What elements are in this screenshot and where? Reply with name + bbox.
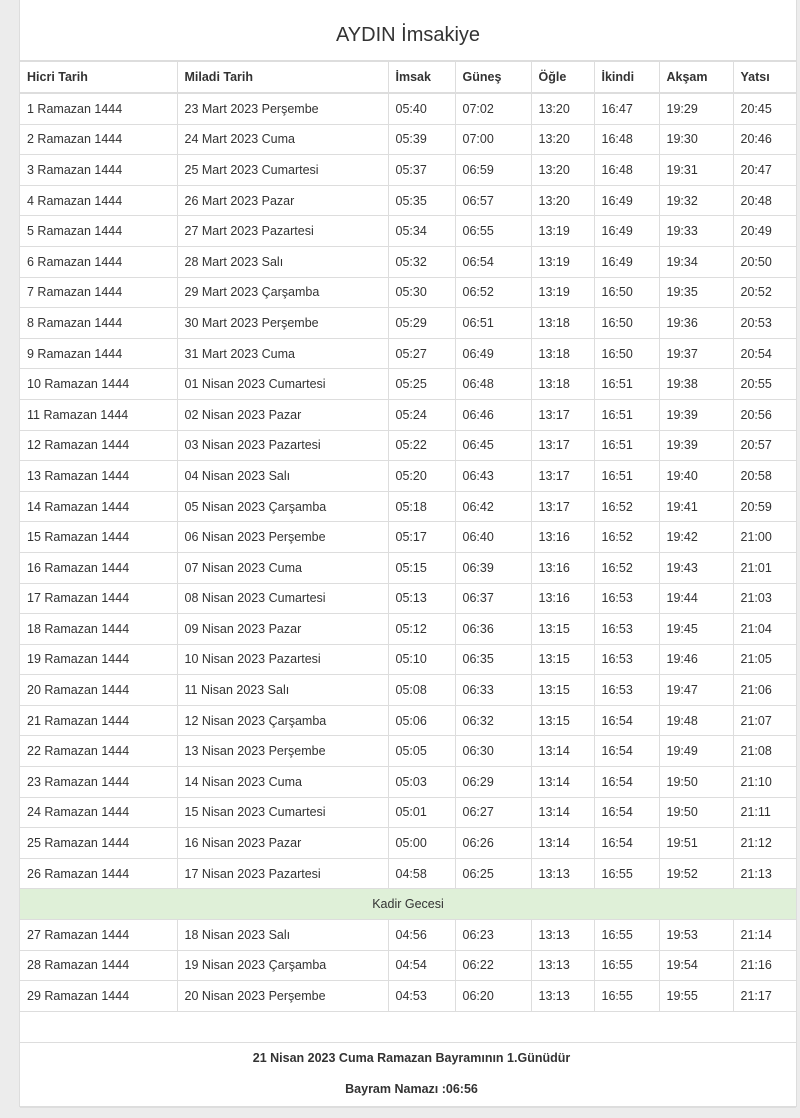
table-row	[20, 920, 796, 951]
gunes-cell: 06:57	[455, 185, 531, 216]
imsak-cell: 04:53	[388, 981, 455, 1012]
aksam-cell: 19:38	[659, 369, 733, 400]
ikindi-cell: 16:55	[594, 981, 659, 1012]
imsak-cell: 05:03	[388, 767, 455, 798]
gunes-cell: 06:20	[455, 981, 531, 1012]
table-row	[20, 277, 796, 308]
yatsi-cell: 21:11	[733, 797, 796, 828]
table-row	[20, 705, 796, 736]
miladi-date-cell: 23 Mart 2023 Perşembe	[177, 93, 388, 124]
ikindi-cell: 16:51	[594, 369, 659, 400]
hicri-date-cell: 12 Ramazan 1444	[20, 430, 177, 461]
hicri-date-cell: 19 Ramazan 1444	[20, 644, 177, 675]
miladi-date-cell: 05 Nisan 2023 Çarşamba	[177, 491, 388, 522]
yatsi-cell: 21:05	[733, 644, 796, 675]
ikindi-cell: 16:49	[594, 246, 659, 277]
imsakiye-panel	[19, 0, 797, 1107]
ogle-cell: 13:20	[531, 124, 594, 155]
gunes-cell: 07:00	[455, 124, 531, 155]
miladi-date-cell: 02 Nisan 2023 Pazar	[177, 399, 388, 430]
aksam-cell: 19:50	[659, 797, 733, 828]
ogle-cell: 13:15	[531, 644, 594, 675]
aksam-cell: 19:41	[659, 491, 733, 522]
yatsi-cell: 20:56	[733, 399, 796, 430]
aksam-cell: 19:40	[659, 461, 733, 492]
aksam-cell: 19:52	[659, 858, 733, 889]
page-title: AYDIN İmsakiye	[20, 0, 796, 61]
imsak-cell: 05:17	[388, 522, 455, 553]
gunes-cell: 06:37	[455, 583, 531, 614]
yatsi-cell: 20:53	[733, 308, 796, 339]
yatsi-cell: 20:55	[733, 369, 796, 400]
gunes-cell: 06:25	[455, 858, 531, 889]
gunes-cell: 06:23	[455, 920, 531, 951]
yatsi-cell: 21:08	[733, 736, 796, 767]
yatsi-cell: 21:07	[733, 705, 796, 736]
miladi-date-cell: 24 Mart 2023 Cuma	[177, 124, 388, 155]
ogle-cell: 13:19	[531, 216, 594, 247]
table-row	[20, 583, 796, 614]
table-row	[20, 644, 796, 675]
table-row	[20, 461, 796, 492]
yatsi-cell: 21:14	[733, 920, 796, 951]
table-row	[20, 124, 796, 155]
miladi-date-cell: 09 Nisan 2023 Pazar	[177, 614, 388, 645]
gunes-cell: 06:51	[455, 308, 531, 339]
table-header-row	[20, 62, 796, 94]
aksam-cell: 19:46	[659, 644, 733, 675]
gunes-cell: 06:54	[455, 246, 531, 277]
imsak-cell: 05:27	[388, 338, 455, 369]
yatsi-cell: 21:06	[733, 675, 796, 706]
gunes-cell: 06:42	[455, 491, 531, 522]
hicri-date-cell: 8 Ramazan 1444	[20, 308, 177, 339]
miladi-date-cell: 19 Nisan 2023 Çarşamba	[177, 950, 388, 981]
imsak-cell: 05:05	[388, 736, 455, 767]
imsak-cell: 05:06	[388, 705, 455, 736]
hicri-date-cell: 28 Ramazan 1444	[20, 950, 177, 981]
miladi-date-cell: 10 Nisan 2023 Pazartesi	[177, 644, 388, 675]
imsak-cell: 05:22	[388, 430, 455, 461]
bayram-namazi-time: Bayram Namazı :06:56	[345, 1081, 478, 1096]
table-body-before	[20, 93, 796, 889]
yatsi-cell: 20:58	[733, 461, 796, 492]
imsak-cell: 04:56	[388, 920, 455, 951]
yatsi-cell: 20:57	[733, 430, 796, 461]
miladi-date-cell: 15 Nisan 2023 Cumartesi	[177, 797, 388, 828]
hicri-date-cell: 15 Ramazan 1444	[20, 522, 177, 553]
miladi-date-cell: 06 Nisan 2023 Perşembe	[177, 522, 388, 553]
gunes-cell: 07:02	[455, 93, 531, 124]
ikindi-cell: 16:52	[594, 552, 659, 583]
ogle-cell: 13:15	[531, 614, 594, 645]
yatsi-cell: 20:45	[733, 93, 796, 124]
table-row	[20, 828, 796, 859]
hicri-date-cell: 7 Ramazan 1444	[20, 277, 177, 308]
gunes-cell: 06:48	[455, 369, 531, 400]
hicri-date-cell: 4 Ramazan 1444	[20, 185, 177, 216]
miladi-date-cell: 11 Nisan 2023 Salı	[177, 675, 388, 706]
imsak-cell: 05:08	[388, 675, 455, 706]
ogle-cell: 13:20	[531, 93, 594, 124]
ogle-cell: 13:20	[531, 185, 594, 216]
ogle-cell: 13:18	[531, 338, 594, 369]
ogle-cell: 13:18	[531, 369, 594, 400]
hicri-date-cell: 16 Ramazan 1444	[20, 552, 177, 583]
imsak-cell: 05:13	[388, 583, 455, 614]
miladi-date-cell: 18 Nisan 2023 Salı	[177, 920, 388, 951]
gunes-cell: 06:22	[455, 950, 531, 981]
table-body-after	[20, 920, 796, 1012]
ikindi-cell: 16:54	[594, 767, 659, 798]
ikindi-cell: 16:55	[594, 858, 659, 889]
column-header-gunes: Güneş	[455, 62, 531, 94]
ikindi-cell: 16:52	[594, 491, 659, 522]
hicri-date-cell: 13 Ramazan 1444	[20, 461, 177, 492]
imsak-cell: 05:15	[388, 552, 455, 583]
table-row	[20, 736, 796, 767]
gunes-cell: 06:27	[455, 797, 531, 828]
hicri-date-cell: 14 Ramazan 1444	[20, 491, 177, 522]
gunes-cell: 06:29	[455, 767, 531, 798]
gunes-cell: 06:59	[455, 155, 531, 186]
table-row	[20, 797, 796, 828]
yatsi-cell: 21:16	[733, 950, 796, 981]
ogle-cell: 13:19	[531, 277, 594, 308]
ogle-cell: 13:17	[531, 430, 594, 461]
imsak-cell: 05:30	[388, 277, 455, 308]
aksam-cell: 19:51	[659, 828, 733, 859]
aksam-cell: 19:30	[659, 124, 733, 155]
ogle-cell: 13:17	[531, 399, 594, 430]
column-header-ikindi: İkindi	[594, 62, 659, 94]
gunes-cell: 06:55	[455, 216, 531, 247]
miladi-date-cell: 12 Nisan 2023 Çarşamba	[177, 705, 388, 736]
footer-cell	[20, 1042, 796, 1107]
table-row	[20, 246, 796, 277]
imsak-cell: 05:10	[388, 644, 455, 675]
ogle-cell: 13:14	[531, 736, 594, 767]
aksam-cell: 19:55	[659, 981, 733, 1012]
table-row	[20, 155, 796, 186]
yatsi-cell: 21:03	[733, 583, 796, 614]
miladi-date-cell: 20 Nisan 2023 Perşembe	[177, 981, 388, 1012]
column-header-yatsi: Yatsı	[733, 62, 796, 94]
gunes-cell: 06:52	[455, 277, 531, 308]
aksam-cell: 19:29	[659, 93, 733, 124]
miladi-date-cell: 14 Nisan 2023 Cuma	[177, 767, 388, 798]
hicri-date-cell: 22 Ramazan 1444	[20, 736, 177, 767]
ikindi-cell: 16:53	[594, 614, 659, 645]
ogle-cell: 13:19	[531, 246, 594, 277]
ikindi-cell: 16:54	[594, 705, 659, 736]
table-row	[20, 858, 796, 889]
imsak-cell: 05:35	[388, 185, 455, 216]
yatsi-cell: 21:17	[733, 981, 796, 1012]
ikindi-cell: 16:54	[594, 736, 659, 767]
imsak-cell: 05:25	[388, 369, 455, 400]
yatsi-cell: 21:00	[733, 522, 796, 553]
yatsi-cell: 21:13	[733, 858, 796, 889]
aksam-cell: 19:47	[659, 675, 733, 706]
table-body-special	[20, 889, 796, 920]
footer-row	[20, 1042, 796, 1107]
ikindi-cell: 16:51	[594, 430, 659, 461]
hicri-date-cell: 23 Ramazan 1444	[20, 767, 177, 798]
table-row	[20, 522, 796, 553]
miladi-date-cell: 28 Mart 2023 Salı	[177, 246, 388, 277]
ogle-cell: 13:14	[531, 828, 594, 859]
ogle-cell: 13:18	[531, 308, 594, 339]
kadir-gecesi-row	[20, 889, 796, 920]
aksam-cell: 19:45	[659, 614, 733, 645]
ogle-cell: 13:14	[531, 767, 594, 798]
ogle-cell: 13:16	[531, 552, 594, 583]
column-header-hicri: Hicri Tarih	[20, 62, 177, 94]
gunes-cell: 06:46	[455, 399, 531, 430]
imsak-cell: 05:34	[388, 216, 455, 247]
ogle-cell: 13:17	[531, 491, 594, 522]
table-row	[20, 950, 796, 981]
ikindi-cell: 16:48	[594, 124, 659, 155]
hicri-date-cell: 18 Ramazan 1444	[20, 614, 177, 645]
table-row	[20, 338, 796, 369]
ikindi-cell: 16:51	[594, 399, 659, 430]
miladi-date-cell: 07 Nisan 2023 Cuma	[177, 552, 388, 583]
miladi-date-cell: 13 Nisan 2023 Perşembe	[177, 736, 388, 767]
aksam-cell: 19:54	[659, 950, 733, 981]
ikindi-cell: 16:48	[594, 155, 659, 186]
yatsi-cell: 20:52	[733, 277, 796, 308]
imsak-cell: 04:54	[388, 950, 455, 981]
hicri-date-cell: 6 Ramazan 1444	[20, 246, 177, 277]
hicri-date-cell: 29 Ramazan 1444	[20, 981, 177, 1012]
ikindi-cell: 16:51	[594, 461, 659, 492]
miladi-date-cell: 04 Nisan 2023 Salı	[177, 461, 388, 492]
gunes-cell: 06:36	[455, 614, 531, 645]
ikindi-cell: 16:49	[594, 216, 659, 247]
miladi-date-cell: 31 Mart 2023 Cuma	[177, 338, 388, 369]
bayram-notice: 21 Nisan 2023 Cuma Ramazan Bayramının 1.Günüdür	[252, 1050, 571, 1065]
aksam-cell: 19:39	[659, 399, 733, 430]
ogle-cell: 13:20	[531, 155, 594, 186]
aksam-cell: 19:36	[659, 308, 733, 339]
hicri-date-cell: 25 Ramazan 1444	[20, 828, 177, 859]
imsak-cell: 05:24	[388, 399, 455, 430]
imsak-cell: 05:01	[388, 797, 455, 828]
ogle-cell: 13:14	[531, 797, 594, 828]
ikindi-cell: 16:49	[594, 185, 659, 216]
ikindi-cell: 16:54	[594, 828, 659, 859]
table-row	[20, 430, 796, 461]
miladi-date-cell: 30 Mart 2023 Perşembe	[177, 308, 388, 339]
ikindi-cell: 16:50	[594, 277, 659, 308]
ogle-cell: 13:16	[531, 583, 594, 614]
imsak-cell: 04:58	[388, 858, 455, 889]
hicri-date-cell: 26 Ramazan 1444	[20, 858, 177, 889]
aksam-cell: 19:49	[659, 736, 733, 767]
table-row	[20, 185, 796, 216]
yatsi-cell: 21:04	[733, 614, 796, 645]
ogle-cell: 13:13	[531, 950, 594, 981]
miladi-date-cell: 03 Nisan 2023 Pazartesi	[177, 430, 388, 461]
miladi-date-cell: 26 Mart 2023 Pazar	[177, 185, 388, 216]
aksam-cell: 19:48	[659, 705, 733, 736]
aksam-cell: 19:42	[659, 522, 733, 553]
gunes-cell: 06:32	[455, 705, 531, 736]
yatsi-cell: 20:47	[733, 155, 796, 186]
aksam-cell: 19:35	[659, 277, 733, 308]
spacer-cell	[20, 1011, 796, 1042]
aksam-cell: 19:31	[659, 155, 733, 186]
ogle-cell: 13:13	[531, 858, 594, 889]
imsak-cell: 05:39	[388, 124, 455, 155]
imsak-cell: 05:12	[388, 614, 455, 645]
ikindi-cell: 16:55	[594, 950, 659, 981]
column-header-ogle: Öğle	[531, 62, 594, 94]
gunes-cell: 06:26	[455, 828, 531, 859]
hicri-date-cell: 5 Ramazan 1444	[20, 216, 177, 247]
aksam-cell: 19:43	[659, 552, 733, 583]
yatsi-cell: 20:59	[733, 491, 796, 522]
table-row	[20, 552, 796, 583]
ogle-cell: 13:13	[531, 981, 594, 1012]
table-row	[20, 767, 796, 798]
imsak-cell: 05:00	[388, 828, 455, 859]
hicri-date-cell: 11 Ramazan 1444	[20, 399, 177, 430]
table-row	[20, 369, 796, 400]
imsak-cell: 05:40	[388, 93, 455, 124]
kadir-gecesi-label: Kadir Gecesi	[20, 889, 796, 920]
ogle-cell: 13:16	[531, 522, 594, 553]
aksam-cell: 19:50	[659, 767, 733, 798]
miladi-date-cell: 27 Mart 2023 Pazartesi	[177, 216, 388, 247]
hicri-date-cell: 27 Ramazan 1444	[20, 920, 177, 951]
miladi-date-cell: 29 Mart 2023 Çarşamba	[177, 277, 388, 308]
yatsi-cell: 20:48	[733, 185, 796, 216]
ikindi-cell: 16:50	[594, 308, 659, 339]
ikindi-cell: 16:53	[594, 583, 659, 614]
ogle-cell: 13:17	[531, 461, 594, 492]
gunes-cell: 06:39	[455, 552, 531, 583]
yatsi-cell: 20:50	[733, 246, 796, 277]
table-row	[20, 216, 796, 247]
ikindi-cell: 16:50	[594, 338, 659, 369]
miladi-date-cell: 08 Nisan 2023 Cumartesi	[177, 583, 388, 614]
yatsi-cell: 21:12	[733, 828, 796, 859]
yatsi-cell: 20:49	[733, 216, 796, 247]
spacer-row	[20, 1011, 796, 1042]
hicri-date-cell: 21 Ramazan 1444	[20, 705, 177, 736]
yatsi-cell: 21:10	[733, 767, 796, 798]
imsakiye-table	[20, 61, 796, 1108]
imsak-cell: 05:29	[388, 308, 455, 339]
aksam-cell: 19:34	[659, 246, 733, 277]
ogle-cell: 13:15	[531, 675, 594, 706]
imsak-cell: 05:20	[388, 461, 455, 492]
miladi-date-cell: 01 Nisan 2023 Cumartesi	[177, 369, 388, 400]
aksam-cell: 19:37	[659, 338, 733, 369]
table-row	[20, 399, 796, 430]
gunes-cell: 06:43	[455, 461, 531, 492]
imsak-cell: 05:37	[388, 155, 455, 186]
imsak-cell: 05:18	[388, 491, 455, 522]
hicri-date-cell: 20 Ramazan 1444	[20, 675, 177, 706]
gunes-cell: 06:33	[455, 675, 531, 706]
table-row	[20, 308, 796, 339]
aksam-cell: 19:44	[659, 583, 733, 614]
ikindi-cell: 16:53	[594, 644, 659, 675]
imsak-cell: 05:32	[388, 246, 455, 277]
table-footer	[20, 1011, 796, 1107]
yatsi-cell: 21:01	[733, 552, 796, 583]
table-row	[20, 93, 796, 124]
hicri-date-cell: 1 Ramazan 1444	[20, 93, 177, 124]
aksam-cell: 19:32	[659, 185, 733, 216]
gunes-cell: 06:35	[455, 644, 531, 675]
hicri-date-cell: 17 Ramazan 1444	[20, 583, 177, 614]
ikindi-cell: 16:54	[594, 797, 659, 828]
ikindi-cell: 16:52	[594, 522, 659, 553]
aksam-cell: 19:39	[659, 430, 733, 461]
gunes-cell: 06:30	[455, 736, 531, 767]
yatsi-cell: 20:54	[733, 338, 796, 369]
table-row	[20, 491, 796, 522]
table-row	[20, 675, 796, 706]
hicri-date-cell: 3 Ramazan 1444	[20, 155, 177, 186]
yatsi-cell: 20:46	[733, 124, 796, 155]
column-header-aksam: Akşam	[659, 62, 733, 94]
table-row	[20, 614, 796, 645]
hicri-date-cell: 2 Ramazan 1444	[20, 124, 177, 155]
aksam-cell: 19:53	[659, 920, 733, 951]
ikindi-cell: 16:53	[594, 675, 659, 706]
hicri-date-cell: 24 Ramazan 1444	[20, 797, 177, 828]
gunes-cell: 06:45	[455, 430, 531, 461]
hicri-date-cell: 9 Ramazan 1444	[20, 338, 177, 369]
miladi-date-cell: 16 Nisan 2023 Pazar	[177, 828, 388, 859]
aksam-cell: 19:33	[659, 216, 733, 247]
ikindi-cell: 16:47	[594, 93, 659, 124]
table-row	[20, 981, 796, 1012]
miladi-date-cell: 25 Mart 2023 Cumartesi	[177, 155, 388, 186]
gunes-cell: 06:49	[455, 338, 531, 369]
column-header-miladi: Miladi Tarih	[177, 62, 388, 94]
miladi-date-cell: 17 Nisan 2023 Pazartesi	[177, 858, 388, 889]
ogle-cell: 13:15	[531, 705, 594, 736]
ogle-cell: 13:13	[531, 920, 594, 951]
ikindi-cell: 16:55	[594, 920, 659, 951]
hicri-date-cell: 10 Ramazan 1444	[20, 369, 177, 400]
column-header-imsak: İmsak	[388, 62, 455, 94]
gunes-cell: 06:40	[455, 522, 531, 553]
